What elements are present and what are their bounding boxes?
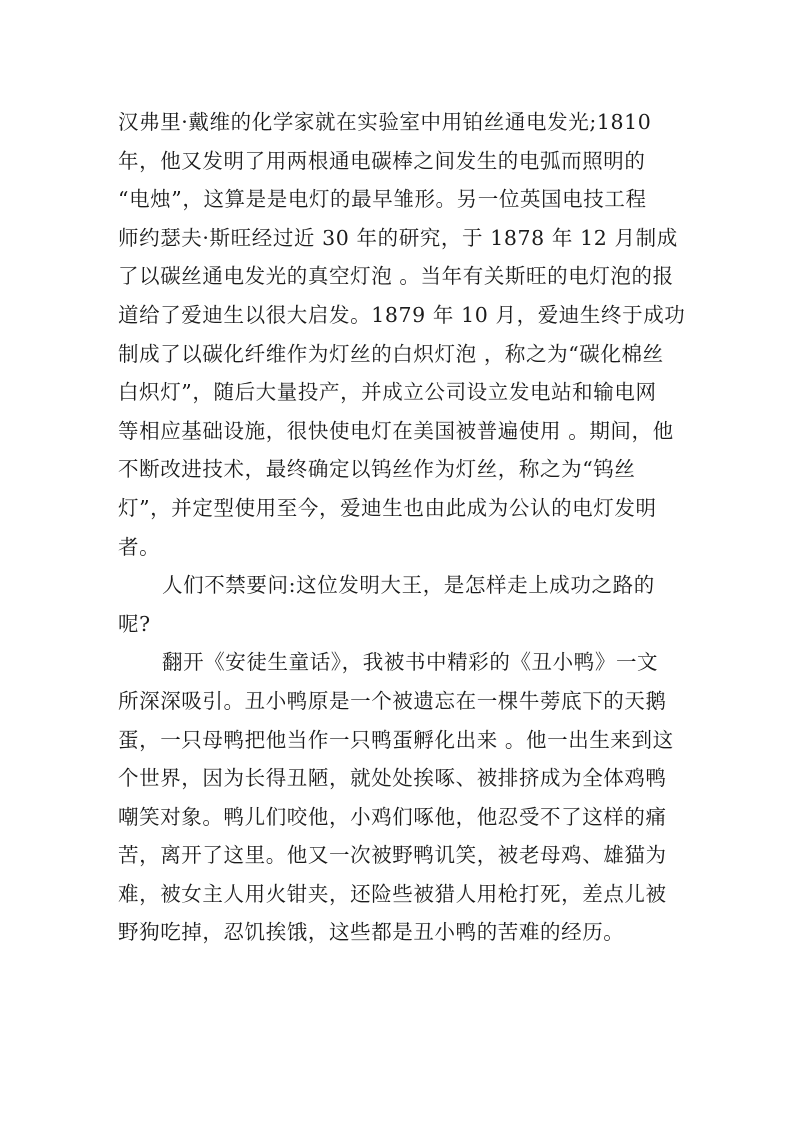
paragraph-ugly-duckling [118, 643, 676, 952]
text-line: 制成了以碳化纤维作为灯丝的白炽灯泡 ，称之为“碳化棉丝 [118, 341, 664, 366]
text-line: 苦，离开了这里。他又一次被野鸭讥笑，被老母鸡、雄猫为 [118, 843, 667, 868]
text-line: 野狗吃掉，忍饥挨饿，这些都是丑小鸭的苦难的经历。 [118, 920, 625, 945]
text-line: 汉弗里·戴维的化学家就在实验室中用铂丝通电发光;1810 [118, 110, 652, 134]
text-line: 等相应基础设施，很快使电灯在美国被普遍使用 。期间，他 [118, 418, 674, 443]
text-line: 了以碳丝通电发光的真空灯泡 。当年有关斯旺的电灯泡的报 [118, 264, 674, 289]
paragraph-question [118, 566, 676, 643]
body-text [118, 103, 686, 952]
text-line: 嘲笑对象。鸭儿们咬他，小鸡们啄他，他忍受不了这样的痛 [118, 804, 667, 829]
text-line: 不断改进技术，最终确定以钨丝作为灯丝，称之为“钨丝 [118, 457, 636, 482]
text-line: 呢? [118, 611, 151, 636]
paragraph-edison-history [118, 103, 686, 566]
text-line: 难，被女主人用火钳夹，还险些被猎人用枪打死，差点儿被 [118, 881, 667, 906]
text-line: 师约瑟夫·斯旺经过近 30 年的研究，于 1878 年 12 月制成 [118, 225, 678, 250]
text-line: 个世界，因为长得丑陋，就处处挨啄、被排挤成为全体鸡鸭 [118, 766, 667, 791]
text-line: 蛋，一只母鸭把他当作一只鸭蛋孵化出来 。他一出生来到这 [118, 727, 674, 752]
text-line: 白炽灯”，随后大量投产，并成立公司设立发电站和输电网 [118, 380, 657, 405]
text-line: 所深深吸引。丑小鸭原是一个被遗忘在一棵牛蒡底下的天鹅 [118, 688, 667, 713]
text-line: 年，他又发明了用两根通电碳棒之间发生的电弧而照明的 [118, 148, 646, 173]
text-line: 灯”，并定型使用至今，爱迪生也由此成为公认的电灯发明 [118, 495, 657, 520]
text-line: “电烛”，这算是是电灯的最早雏形。另一位英国电技工程 [118, 187, 647, 212]
text-line: 道给了爱迪生以很大启发。1879 年 10 月，爱迪生终于成功 [118, 302, 686, 327]
text-line: 者。 [118, 534, 161, 559]
text-line: 人们不禁要问:这位发明大王，是怎样走上成功之路的 [162, 573, 655, 598]
text-line: 翻开《安徒生童话》，我被书中精彩的《丑小鸭》一文 [162, 650, 659, 675]
